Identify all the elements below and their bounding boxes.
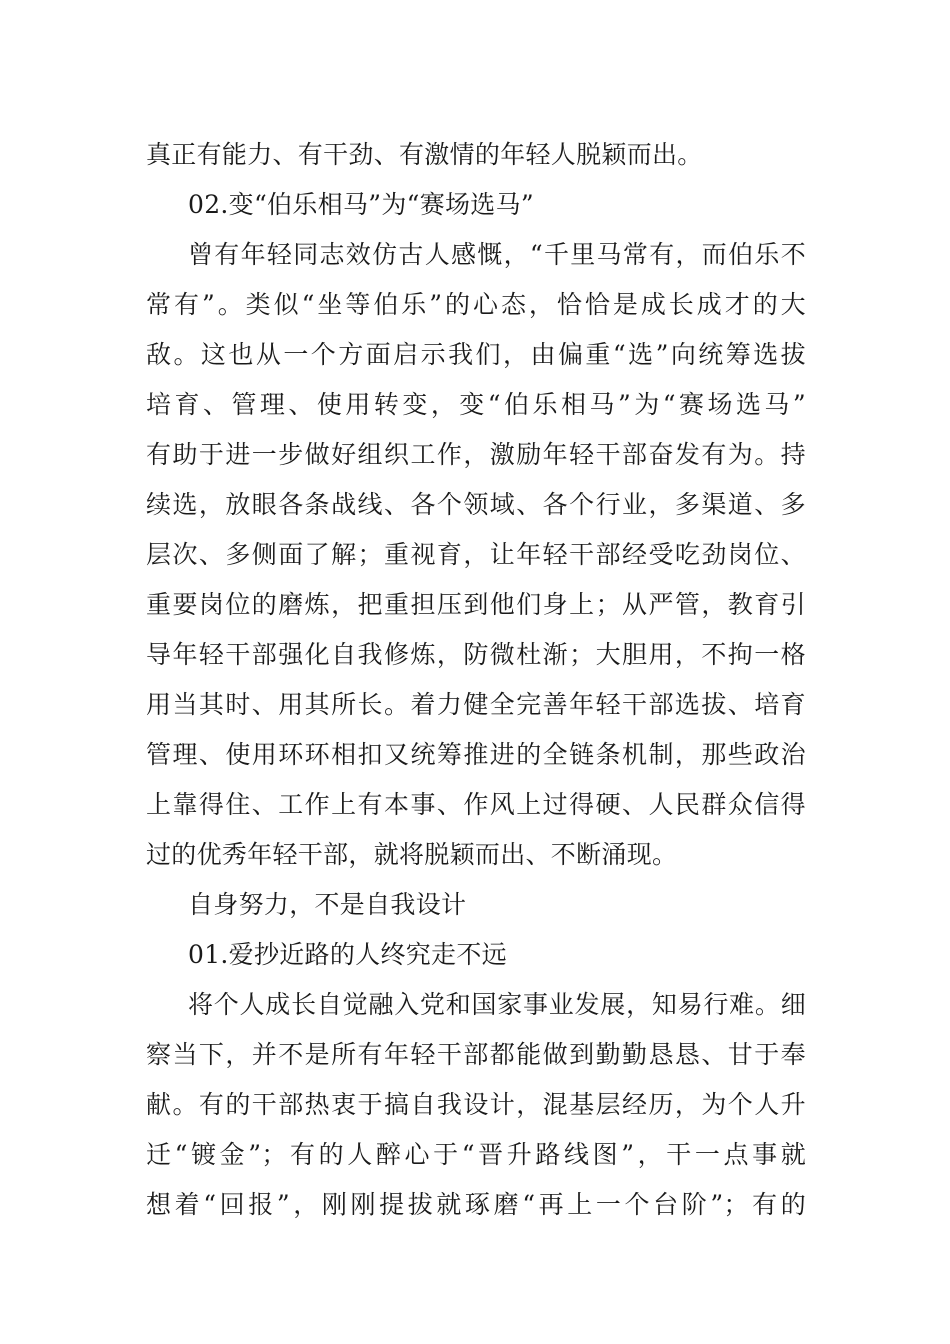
paragraph-line-20: 献。有的干部热衷于搞自我设计，混基层经历，为个人升 — [146, 1090, 806, 1119]
paragraph-line-4: 常有”。类似“坐等伯乐”的心态，恰恰是成长成才的大 — [146, 290, 806, 319]
paragraph-line-18: 将个人成长自觉融入党和国家事业发展，知易行难。细 — [188, 990, 806, 1019]
paragraph-line-6: 培育、管理、使用转变，变“伯乐相马”为“赛场选马” — [146, 390, 806, 419]
section-heading-02: 02.变“伯乐相马”为“赛场选马” — [188, 190, 534, 219]
paragraph-line-12: 用当其时、用其所长。着力健全完善年轻干部选拔、培育 — [146, 690, 806, 719]
section-heading-01: 01.爱抄近路的人终究走不远 — [188, 940, 507, 969]
paragraph-line-9: 层次、多侧面了解；重视育，让年轻干部经受吃劲岗位、 — [146, 540, 806, 569]
paragraph-line-19: 察当下，并不是所有年轻干部都能做到勤勤恳恳、甘于奉 — [146, 1040, 806, 1069]
paragraph-line-14: 上靠得住、工作上有本事、作风上过得硬、人民群众信得 — [146, 790, 806, 819]
paragraph-line-8: 续选，放眼各条战线、各个领域、各个行业，多渠道、多 — [146, 490, 806, 519]
paragraph-line-11: 导年轻干部强化自我修炼，防微杜渐；大胆用，不拘一格 — [146, 640, 806, 669]
paragraph-line-5: 敌。这也从一个方面启示我们，由偏重“选”向统筹选拔 — [146, 340, 806, 369]
paragraph-line-10: 重要岗位的磨炼，把重担压到他们身上；从严管，教育引 — [146, 590, 806, 619]
paragraph-line-21: 迁“镀金”；有的人醉心于“晋升路线图”，干一点事就 — [146, 1140, 806, 1169]
paragraph-line-1: 真正有能力、有干劲、有激情的年轻人脱颖而出。 — [146, 140, 703, 169]
paragraph-line-15: 过的优秀年轻干部，就将脱颖而出、不断涌现。 — [146, 840, 678, 869]
paragraph-line-13: 管理、使用环环相扣又统筹推进的全链条机制，那些政治 — [146, 740, 806, 769]
paragraph-line-3: 曾有年轻同志效仿古人感慨，“千里马常有，而伯乐不 — [188, 240, 806, 269]
paragraph-line-7: 有助于进一步做好组织工作，激励年轻干部奋发有为。持 — [146, 440, 806, 469]
section-heading-self-effort: 自身努力，不是自我设计 — [188, 890, 467, 919]
paragraph-line-22: 想着“回报”，刚刚提拔就琢磨“再上一个台阶”；有的 — [146, 1190, 806, 1219]
document-body — [146, 130, 806, 1230]
